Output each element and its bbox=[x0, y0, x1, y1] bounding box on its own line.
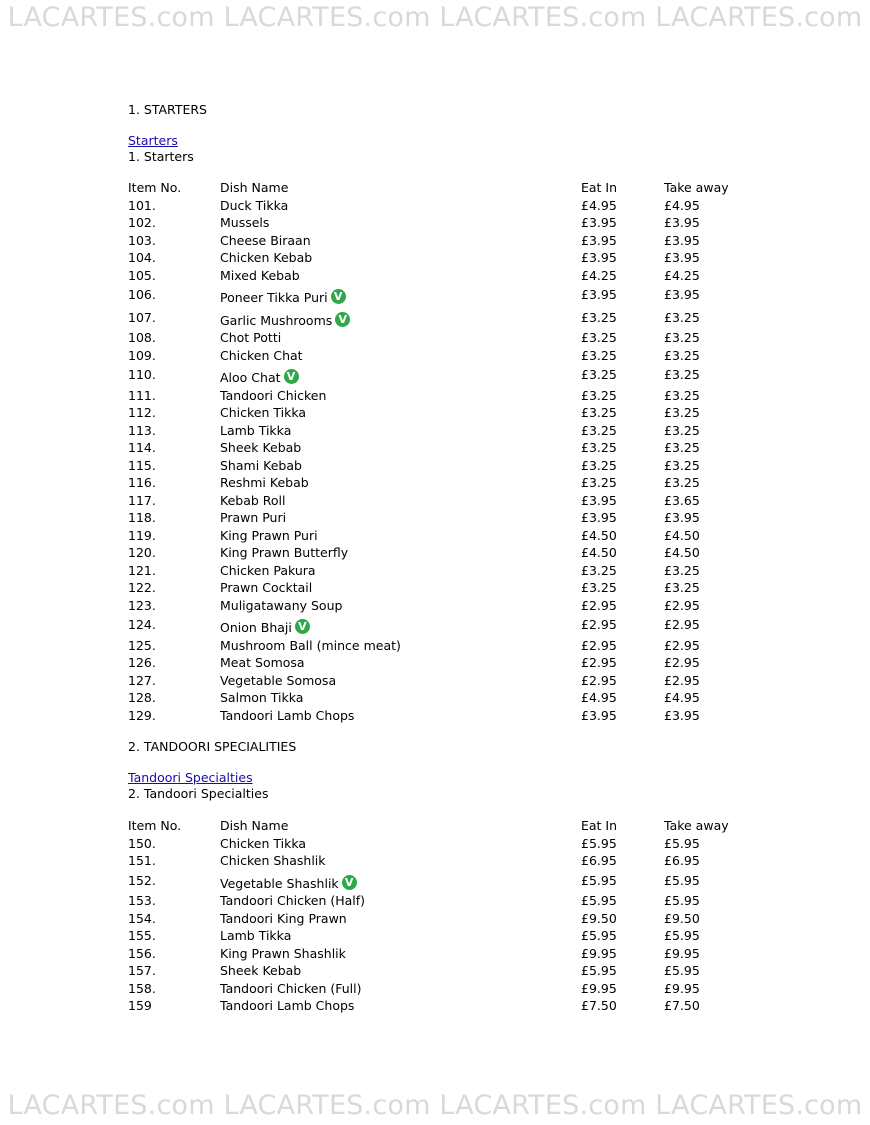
dish-name-cell bbox=[220, 527, 318, 545]
eat-in-price: £4.95 bbox=[581, 690, 617, 705]
table-row bbox=[128, 232, 828, 250]
dish-name: Vegetable Shashlik bbox=[220, 875, 339, 891]
take-away-price: £3.25 bbox=[664, 475, 700, 490]
tandoori-menu-table bbox=[128, 817, 828, 1015]
take-away-price: £3.25 bbox=[664, 330, 700, 345]
take-away-price: £3.95 bbox=[664, 707, 700, 723]
table-row bbox=[128, 927, 828, 945]
dish-name: Tandoori Chicken (Half) bbox=[220, 893, 366, 908]
take-away-price: £4.95 bbox=[664, 197, 700, 213]
item-number: 107. bbox=[128, 309, 156, 325]
item-number: 158. bbox=[128, 980, 156, 996]
column-header-item-no: Item No. bbox=[128, 180, 182, 195]
eat-in-price: £3.25 bbox=[581, 580, 617, 595]
take-away-price: £3.95 bbox=[664, 287, 700, 302]
table-row bbox=[128, 835, 828, 853]
dish-name: Garlic Mushrooms bbox=[220, 312, 333, 328]
dish-name-cell bbox=[220, 492, 286, 510]
table-row bbox=[128, 962, 828, 980]
dish-name-cell bbox=[220, 927, 291, 945]
take-away-price: £6.95 bbox=[664, 853, 700, 868]
dish-name-cell bbox=[220, 329, 281, 347]
take-away-price: £2.95 bbox=[664, 672, 700, 688]
item-number: 128. bbox=[128, 690, 156, 705]
eat-in-price: £3.95 bbox=[581, 707, 617, 723]
dish-name: Chicken Tikka bbox=[220, 405, 307, 420]
column-header-take-away: Take away bbox=[664, 180, 729, 195]
dish-name-cell bbox=[220, 637, 401, 655]
table-row bbox=[128, 404, 828, 422]
dish-name-cell bbox=[220, 892, 365, 910]
take-away-price: £7.50 bbox=[664, 998, 700, 1013]
take-away-price: £3.25 bbox=[664, 405, 700, 420]
dish-name-cell bbox=[220, 544, 348, 562]
eat-in-price: £5.95 bbox=[581, 872, 617, 888]
eat-in-price: £9.95 bbox=[581, 945, 617, 961]
dish-name: King Prawn Shashlik bbox=[220, 945, 346, 961]
dish-name-cell bbox=[220, 457, 302, 475]
dish-name-cell bbox=[220, 197, 288, 215]
dish-name: Duck Tikka bbox=[220, 197, 289, 213]
take-away-price: £3.95 bbox=[664, 215, 700, 230]
table-row bbox=[128, 527, 828, 545]
table-row bbox=[128, 562, 828, 580]
item-number: 159 bbox=[128, 998, 152, 1013]
eat-in-price: £3.25 bbox=[581, 475, 617, 490]
table-row bbox=[128, 492, 828, 510]
dish-name-cell bbox=[220, 597, 342, 615]
dish-name-cell bbox=[220, 945, 346, 963]
dish-name: Chicken Shashlik bbox=[220, 853, 326, 868]
take-away-price: £3.95 bbox=[664, 232, 700, 248]
dish-name-cell bbox=[220, 707, 354, 725]
eat-in-price: £9.95 bbox=[581, 980, 617, 996]
dish-name: Chicken Chat bbox=[220, 347, 303, 363]
table-row bbox=[128, 852, 828, 870]
table-row bbox=[128, 422, 828, 440]
eat-in-price: £4.95 bbox=[581, 197, 617, 213]
item-number: 124. bbox=[128, 617, 156, 632]
dish-name: King Prawn Puri bbox=[220, 527, 318, 543]
dish-name-cell bbox=[220, 232, 311, 250]
item-number: 113. bbox=[128, 422, 156, 438]
table-row bbox=[128, 597, 828, 615]
dish-name-cell bbox=[220, 689, 303, 707]
take-away-price: £4.50 bbox=[664, 527, 700, 543]
table-row bbox=[128, 509, 828, 527]
take-away-price: £3.95 bbox=[664, 250, 700, 265]
item-number: 103. bbox=[128, 232, 156, 248]
item-number: 116. bbox=[128, 475, 156, 490]
take-away-price: £5.95 bbox=[664, 963, 700, 978]
dish-name: Chicken Kebab bbox=[220, 250, 313, 265]
item-number: 127. bbox=[128, 672, 156, 688]
eat-in-price: £3.25 bbox=[581, 457, 617, 473]
item-number: 154. bbox=[128, 910, 156, 926]
eat-in-price: £5.95 bbox=[581, 963, 617, 978]
eat-in-price: £7.50 bbox=[581, 998, 617, 1013]
dish-name-cell bbox=[220, 347, 303, 365]
take-away-price: £3.95 bbox=[664, 510, 700, 525]
item-number: 155. bbox=[128, 928, 156, 943]
vegetarian-icon: V bbox=[331, 289, 346, 304]
table-row bbox=[128, 364, 828, 387]
take-away-price: £4.25 bbox=[664, 267, 700, 283]
table-row bbox=[128, 689, 828, 707]
eat-in-price: £5.95 bbox=[581, 835, 617, 851]
table-row bbox=[128, 329, 828, 347]
dish-name: Tandoori King Prawn bbox=[220, 910, 347, 926]
take-away-price: £5.95 bbox=[664, 835, 700, 851]
column-header-dish-name: Dish Name bbox=[220, 180, 289, 195]
item-number: 108. bbox=[128, 330, 156, 345]
item-number: 120. bbox=[128, 545, 156, 560]
table-row bbox=[128, 892, 828, 910]
dish-name-cell bbox=[220, 980, 361, 998]
table-row bbox=[128, 267, 828, 285]
dish-name: Vegetable Somosa bbox=[220, 672, 337, 688]
starters-menu-table bbox=[128, 179, 828, 724]
take-away-price: £2.95 bbox=[664, 597, 700, 613]
eat-in-price: £3.25 bbox=[581, 367, 617, 382]
eat-in-price: £9.50 bbox=[581, 910, 617, 926]
eat-in-price: £4.50 bbox=[581, 527, 617, 543]
dish-name: Lamb Tikka bbox=[220, 928, 292, 943]
column-header-item-no: Item No. bbox=[128, 818, 182, 833]
item-number: 110. bbox=[128, 367, 156, 382]
item-number: 106. bbox=[128, 287, 156, 302]
section-subheading-tandoori: 2. Tandoori Specialties bbox=[128, 786, 269, 801]
item-number: 117. bbox=[128, 492, 156, 508]
item-number: 126. bbox=[128, 655, 156, 670]
dish-name: Mussels bbox=[220, 215, 270, 230]
table-row bbox=[128, 214, 828, 232]
take-away-price: £2.95 bbox=[664, 637, 700, 653]
item-number: 152. bbox=[128, 872, 156, 888]
item-number: 111. bbox=[128, 387, 156, 403]
dish-name-cell bbox=[220, 509, 286, 527]
take-away-price: £2.95 bbox=[664, 617, 700, 632]
eat-in-price: £2.95 bbox=[581, 597, 617, 613]
item-number: 151. bbox=[128, 853, 156, 868]
vegetarian-icon: V bbox=[342, 875, 357, 890]
table-row bbox=[128, 347, 828, 365]
eat-in-price: £3.95 bbox=[581, 232, 617, 248]
item-number: 114. bbox=[128, 440, 156, 455]
table-row bbox=[128, 707, 828, 725]
dish-name: Mixed Kebab bbox=[220, 267, 300, 283]
dish-name-cell bbox=[220, 835, 306, 853]
item-number: 118. bbox=[128, 510, 156, 525]
tandoori-specialties-link[interactable]: Tandoori Specialties bbox=[128, 770, 253, 785]
take-away-price: £3.25 bbox=[664, 580, 700, 595]
table-header-row bbox=[128, 817, 828, 835]
dish-name: Chicken Pakura bbox=[220, 562, 316, 578]
eat-in-price: £3.25 bbox=[581, 562, 617, 578]
dish-name-cell bbox=[220, 579, 312, 597]
table-row bbox=[128, 980, 828, 998]
take-away-price: £9.95 bbox=[664, 980, 700, 996]
take-away-price: £9.95 bbox=[664, 945, 700, 961]
table-header-row bbox=[128, 179, 828, 197]
table-row bbox=[128, 579, 828, 597]
item-number: 109. bbox=[128, 347, 156, 363]
eat-in-price: £3.95 bbox=[581, 250, 617, 265]
item-number: 125. bbox=[128, 637, 156, 653]
eat-in-price: £3.25 bbox=[581, 387, 617, 403]
dish-name-cell bbox=[220, 267, 300, 285]
eat-in-price: £3.25 bbox=[581, 440, 617, 455]
dish-name-cell bbox=[220, 249, 312, 267]
dish-name-cell bbox=[220, 672, 336, 690]
table-row bbox=[128, 474, 828, 492]
take-away-price: £3.25 bbox=[664, 457, 700, 473]
table-row bbox=[128, 249, 828, 267]
item-number: 121. bbox=[128, 562, 156, 578]
take-away-price: £5.95 bbox=[664, 928, 700, 943]
item-number: 150. bbox=[128, 835, 156, 851]
dish-name-cell bbox=[220, 404, 306, 422]
eat-in-price: £3.25 bbox=[581, 422, 617, 438]
dish-name-cell bbox=[220, 562, 316, 580]
take-away-price: £9.50 bbox=[664, 910, 700, 926]
watermark-top: LACARTES.com LACARTES.com LACARTES.com LACARTES.com bbox=[7, 2, 863, 33]
dish-name: Onion Bhaji bbox=[220, 620, 292, 635]
dish-name-cell bbox=[220, 654, 305, 672]
take-away-price: £3.25 bbox=[664, 562, 700, 578]
dish-name-cell bbox=[220, 852, 326, 870]
dish-name: Muligatawany Soup bbox=[220, 597, 343, 613]
eat-in-price: £2.95 bbox=[581, 637, 617, 653]
eat-in-price: £2.95 bbox=[581, 655, 617, 670]
column-header-eat-in: Eat In bbox=[581, 180, 618, 195]
eat-in-price: £6.95 bbox=[581, 853, 617, 868]
take-away-price: £4.95 bbox=[664, 690, 700, 705]
table-row bbox=[128, 544, 828, 562]
eat-in-price: £5.95 bbox=[581, 928, 617, 943]
dish-name: Tandoori Chicken (Full) bbox=[220, 980, 362, 996]
item-number: 102. bbox=[128, 215, 156, 230]
take-away-price: £3.25 bbox=[664, 440, 700, 455]
take-away-price: £5.95 bbox=[664, 872, 700, 888]
eat-in-price: £5.95 bbox=[581, 893, 617, 908]
item-number: 153. bbox=[128, 893, 156, 908]
column-header-dish-name: Dish Name bbox=[220, 818, 289, 833]
dish-name-cell bbox=[220, 387, 326, 405]
eat-in-price: £3.95 bbox=[581, 287, 617, 302]
dish-name: King Prawn Butterfly bbox=[220, 545, 349, 560]
dish-name: Chicken Tikka bbox=[220, 835, 307, 851]
dish-name: Lamb Tikka bbox=[220, 422, 292, 438]
take-away-price: £4.50 bbox=[664, 545, 700, 560]
item-number: 104. bbox=[128, 250, 156, 265]
dish-name: Shami Kebab bbox=[220, 457, 302, 473]
dish-name: Cheese Biraan bbox=[220, 232, 311, 248]
vegetarian-icon: V bbox=[335, 312, 350, 327]
table-row bbox=[128, 910, 828, 928]
table-row bbox=[128, 307, 828, 330]
item-number: 112. bbox=[128, 405, 156, 420]
starters-link[interactable]: Starters bbox=[128, 133, 178, 148]
eat-in-price: £3.25 bbox=[581, 347, 617, 363]
section-subheading-starters: 1. Starters bbox=[128, 149, 194, 164]
dish-name: Sheek Kebab bbox=[220, 440, 302, 455]
dish-name-cell bbox=[220, 910, 347, 928]
column-header-eat-in: Eat In bbox=[581, 818, 618, 833]
dish-name: Prawn Puri bbox=[220, 510, 287, 525]
eat-in-price: £2.95 bbox=[581, 617, 617, 632]
table-row bbox=[128, 997, 828, 1015]
dish-name: Prawn Cocktail bbox=[220, 580, 313, 595]
item-number: 119. bbox=[128, 527, 156, 543]
item-number: 101. bbox=[128, 197, 156, 213]
dish-name: Sheek Kebab bbox=[220, 963, 302, 978]
table-row bbox=[128, 284, 828, 307]
dish-name-cell bbox=[220, 422, 291, 440]
take-away-price: £3.25 bbox=[664, 422, 700, 438]
dish-name-cell bbox=[220, 214, 269, 232]
take-away-price: £3.25 bbox=[664, 309, 700, 325]
dish-name: Kebab Roll bbox=[220, 492, 286, 508]
table-row bbox=[128, 945, 828, 963]
table-row bbox=[128, 870, 828, 893]
dish-name: Tandoori Lamb Chops bbox=[220, 998, 355, 1013]
dish-name: Reshmi Kebab bbox=[220, 475, 309, 490]
table-row bbox=[128, 614, 828, 637]
dish-name: Meat Somosa bbox=[220, 655, 305, 670]
dish-name: Tandoori Lamb Chops bbox=[220, 707, 355, 723]
vegetarian-icon: V bbox=[284, 369, 299, 384]
dish-name: Aloo Chat bbox=[220, 370, 281, 385]
dish-name-cell bbox=[220, 997, 354, 1015]
vegetarian-icon: V bbox=[295, 619, 310, 634]
take-away-price: £3.65 bbox=[664, 492, 700, 508]
item-number: 156. bbox=[128, 945, 156, 961]
eat-in-price: £3.25 bbox=[581, 309, 617, 325]
dish-name: Chot Potti bbox=[220, 330, 282, 345]
dish-name-cell bbox=[220, 962, 301, 980]
table-row bbox=[128, 637, 828, 655]
column-header-take-away: Take away bbox=[664, 818, 729, 833]
take-away-price: £3.25 bbox=[664, 367, 700, 382]
section-heading-tandoori: 2. TANDOORI SPECIALITIES bbox=[128, 739, 297, 754]
dish-name: Tandoori Chicken bbox=[220, 387, 327, 403]
eat-in-price: £2.95 bbox=[581, 672, 617, 688]
eat-in-price: £3.95 bbox=[581, 215, 617, 230]
item-number: 122. bbox=[128, 580, 156, 595]
table-row bbox=[128, 387, 828, 405]
take-away-price: £3.25 bbox=[664, 347, 700, 363]
eat-in-price: £3.25 bbox=[581, 330, 617, 345]
dish-name-cell bbox=[220, 474, 309, 492]
item-number: 129. bbox=[128, 707, 156, 723]
dish-name-cell bbox=[220, 439, 301, 457]
table-row bbox=[128, 197, 828, 215]
dish-name: Poneer Tikka Puri bbox=[220, 290, 328, 305]
watermark-bottom: LACARTES.com LACARTES.com LACARTES.com LACARTES.com bbox=[7, 1090, 863, 1121]
item-number: 157. bbox=[128, 963, 156, 978]
table-row bbox=[128, 439, 828, 457]
eat-in-price: £3.95 bbox=[581, 492, 617, 508]
eat-in-price: £4.25 bbox=[581, 267, 617, 283]
table-row bbox=[128, 654, 828, 672]
item-number: 105. bbox=[128, 267, 156, 283]
item-number: 123. bbox=[128, 597, 156, 613]
table-row bbox=[128, 457, 828, 475]
eat-in-price: £4.50 bbox=[581, 545, 617, 560]
eat-in-price: £3.95 bbox=[581, 510, 617, 525]
table-row bbox=[128, 672, 828, 690]
eat-in-price: £3.25 bbox=[581, 405, 617, 420]
section-heading-starters: 1. STARTERS bbox=[128, 102, 207, 117]
take-away-price: £3.25 bbox=[664, 387, 700, 403]
take-away-price: £5.95 bbox=[664, 893, 700, 908]
item-number: 115. bbox=[128, 457, 156, 473]
dish-name: Mushroom Ball (mince meat) bbox=[220, 637, 401, 653]
take-away-price: £2.95 bbox=[664, 655, 700, 670]
dish-name: Salmon Tikka bbox=[220, 690, 304, 705]
